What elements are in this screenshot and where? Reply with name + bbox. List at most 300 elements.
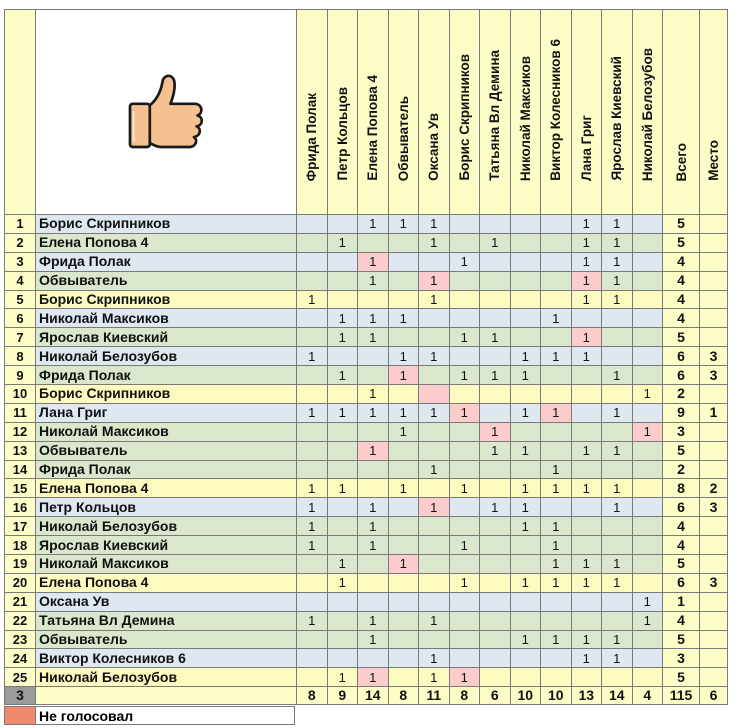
- vote-cell: 1: [510, 441, 541, 460]
- vote-cell: 1: [571, 441, 602, 460]
- row-place: 1: [700, 403, 728, 422]
- vote-cell: 1: [358, 328, 389, 347]
- table-row: [5, 385, 728, 404]
- vote-cell: [327, 517, 358, 536]
- vote-cell: 1: [358, 668, 389, 687]
- vote-cell: [571, 536, 602, 555]
- vote-cell: [449, 233, 480, 252]
- voter-name: Николай Максиков: [517, 55, 533, 181]
- vote-cell: [388, 649, 419, 668]
- table-row: [5, 479, 728, 498]
- vote-cell: 1: [388, 555, 419, 574]
- vote-cell: [541, 611, 572, 630]
- vote-cell: 1: [358, 536, 389, 555]
- author-name: Обвыватель: [36, 271, 297, 290]
- vote-cell: [602, 460, 633, 479]
- vote-cell: [541, 422, 572, 441]
- vote-cell: 1: [480, 441, 511, 460]
- vote-cell: 1: [297, 611, 328, 630]
- row-number: 10: [5, 385, 36, 404]
- row-total: 5: [663, 441, 700, 460]
- vote-cell: 1: [480, 366, 511, 385]
- vote-cell: 1: [602, 630, 633, 649]
- vote-cell: [480, 573, 511, 592]
- vote-cell: [480, 271, 511, 290]
- vote-cell: 1: [541, 460, 572, 479]
- vote-cell: [358, 460, 389, 479]
- vote-cell: 1: [327, 366, 358, 385]
- vote-cell: [480, 592, 511, 611]
- author-name: Николай Белозубов: [36, 347, 297, 366]
- vote-cell: [297, 649, 328, 668]
- voter-name: Фрида Полак: [304, 92, 320, 181]
- vote-cell: 1: [510, 366, 541, 385]
- vote-cell: [449, 309, 480, 328]
- row-total: 9: [663, 403, 700, 422]
- vote-cell: 1: [541, 309, 572, 328]
- vote-cell: [419, 479, 450, 498]
- vote-cell: 1: [571, 271, 602, 290]
- vote-cell: 1: [419, 403, 450, 422]
- vote-cell: [358, 422, 389, 441]
- row-place: [700, 592, 728, 611]
- vote-cell: 1: [358, 611, 389, 630]
- vote-cell: [449, 630, 480, 649]
- vote-cell: [449, 498, 480, 517]
- row-total: 4: [663, 309, 700, 328]
- vote-cell: [632, 347, 663, 366]
- vote-cell: [541, 592, 572, 611]
- thumbs-up-cell: [36, 10, 297, 215]
- author-name: Ярослав Киевский: [36, 536, 297, 555]
- vote-cell: [449, 649, 480, 668]
- vote-cell: [602, 422, 633, 441]
- voter-header: [327, 10, 358, 215]
- vote-cell: [510, 309, 541, 328]
- vote-cell: [571, 611, 602, 630]
- row-place: [700, 309, 728, 328]
- row-number: 11: [5, 403, 36, 422]
- vote-cell: [510, 422, 541, 441]
- vote-cell: 1: [388, 366, 419, 385]
- vote-cell: [510, 460, 541, 479]
- vote-cell: [419, 252, 450, 271]
- row-place: [700, 630, 728, 649]
- vote-cell: [541, 498, 572, 517]
- vote-cell: [571, 403, 602, 422]
- vote-cell: [297, 271, 328, 290]
- vote-cell: [541, 328, 572, 347]
- table-row: [5, 403, 728, 422]
- vote-cell: [541, 233, 572, 252]
- vote-cell: [297, 555, 328, 574]
- vote-cell: [388, 573, 419, 592]
- vote-cell: 1: [388, 403, 419, 422]
- vote-cell: 1: [327, 668, 358, 687]
- vote-cell: [388, 252, 419, 271]
- vote-cell: [571, 498, 602, 517]
- vote-cell: 1: [419, 215, 450, 234]
- vote-cell: [632, 403, 663, 422]
- vote-cell: 1: [327, 309, 358, 328]
- row-total: 2: [663, 385, 700, 404]
- row-total: 5: [663, 215, 700, 234]
- vote-cell: [571, 422, 602, 441]
- vote-cell: [510, 328, 541, 347]
- column-total: 8: [449, 687, 480, 705]
- vote-cell: [388, 441, 419, 460]
- vote-cell: 1: [388, 347, 419, 366]
- table-row: [5, 592, 728, 611]
- vote-cell: [388, 536, 419, 555]
- row-number: 8: [5, 347, 36, 366]
- vote-cell: [632, 328, 663, 347]
- vote-cell: [480, 347, 511, 366]
- vote-cell: [449, 422, 480, 441]
- vote-cell: [419, 517, 450, 536]
- vote-cell: [297, 309, 328, 328]
- vote-cell: [449, 215, 480, 234]
- vote-cell: 1: [449, 366, 480, 385]
- vote-cell: 1: [602, 403, 633, 422]
- row-place: 3: [700, 347, 728, 366]
- vote-cell: 1: [327, 403, 358, 422]
- vote-cell: [632, 649, 663, 668]
- author-name: Николай Максиков: [36, 422, 297, 441]
- vote-cell: [541, 668, 572, 687]
- vote-cell: [632, 271, 663, 290]
- vote-cell: [510, 555, 541, 574]
- vote-cell: [571, 592, 602, 611]
- voter-name: Николай Белозубов: [639, 47, 655, 181]
- vote-cell: [327, 630, 358, 649]
- vote-cell: 1: [449, 573, 480, 592]
- row-total: 4: [663, 536, 700, 555]
- column-total: 9: [327, 687, 358, 705]
- row-total: 4: [663, 611, 700, 630]
- vote-cell: [419, 309, 450, 328]
- row-total: 5: [663, 233, 700, 252]
- voter-header: [510, 10, 541, 215]
- row-place: [700, 668, 728, 687]
- vote-cell: 1: [480, 498, 511, 517]
- table-row: [5, 252, 728, 271]
- vote-cell: [632, 309, 663, 328]
- vote-cell: [358, 366, 389, 385]
- vote-cell: [388, 592, 419, 611]
- author-name: Петр Кольцов: [36, 498, 297, 517]
- vote-cell: 1: [541, 630, 572, 649]
- vote-cell: 1: [602, 649, 633, 668]
- corner-cell: [5, 10, 36, 215]
- vote-cell: [297, 366, 328, 385]
- vote-cell: 1: [358, 498, 389, 517]
- vote-cell: 1: [632, 592, 663, 611]
- vote-cell: [327, 441, 358, 460]
- voter-name: Петр Кольцов: [334, 87, 350, 181]
- author-name: Борис Скрипников: [36, 385, 297, 404]
- voter-header: [419, 10, 450, 215]
- vote-cell: [632, 630, 663, 649]
- row-total: 5: [663, 668, 700, 687]
- author-name: Обвыватель: [36, 441, 297, 460]
- vote-cell: 1: [419, 649, 450, 668]
- vote-cell: [388, 460, 419, 479]
- vote-cell: 1: [449, 252, 480, 271]
- vote-cell: [297, 573, 328, 592]
- row-place: [700, 271, 728, 290]
- vote-cell: [602, 592, 633, 611]
- vote-cell: [632, 215, 663, 234]
- vote-cell: [510, 592, 541, 611]
- voter-name: Елена Попова 4: [365, 75, 381, 181]
- row-number: 23: [5, 630, 36, 649]
- row-number: 25: [5, 668, 36, 687]
- vote-cell: [480, 215, 511, 234]
- table-row: [5, 366, 728, 385]
- vote-cell: 1: [541, 517, 572, 536]
- row-total: 1: [663, 592, 700, 611]
- vote-cell: 1: [602, 555, 633, 574]
- vote-cell: [327, 611, 358, 630]
- column-total: 6: [480, 687, 511, 705]
- vote-cell: [449, 517, 480, 536]
- vote-cell: 1: [327, 479, 358, 498]
- vote-cell: 1: [602, 215, 633, 234]
- voter-header: [632, 10, 663, 215]
- column-total: 13: [571, 687, 602, 705]
- column-total: 10: [510, 687, 541, 705]
- legend-swatch: [5, 707, 36, 725]
- row-place: 3: [700, 498, 728, 517]
- vote-cell: [602, 328, 633, 347]
- vote-cell: [388, 668, 419, 687]
- vote-cell: [388, 630, 419, 649]
- voter-name: Обвыватель: [395, 95, 411, 181]
- vote-cell: 1: [571, 347, 602, 366]
- row-place: [700, 233, 728, 252]
- voter-header: [480, 10, 511, 215]
- vote-cell: 1: [327, 555, 358, 574]
- voter-header: [297, 10, 328, 215]
- summary-blank: [36, 687, 297, 705]
- row-place: [700, 611, 728, 630]
- vote-cell: [449, 385, 480, 404]
- vote-cell: 1: [571, 573, 602, 592]
- vote-cell: 1: [297, 498, 328, 517]
- row-number: 5: [5, 290, 36, 309]
- voter-header: [358, 10, 389, 215]
- row-place: [700, 328, 728, 347]
- vote-cell: [480, 555, 511, 574]
- vote-cell: [449, 460, 480, 479]
- vote-cell: 1: [419, 347, 450, 366]
- vote-cell: 1: [571, 630, 602, 649]
- vote-cell: 1: [602, 573, 633, 592]
- summary-count: 3: [5, 687, 36, 705]
- vote-cell: [602, 347, 633, 366]
- vote-cell: [632, 366, 663, 385]
- vote-cell: [510, 385, 541, 404]
- row-total: 2: [663, 460, 700, 479]
- vote-cell: [541, 271, 572, 290]
- row-number: 22: [5, 611, 36, 630]
- row-number: 9: [5, 366, 36, 385]
- vote-cell: [480, 649, 511, 668]
- vote-cell: 1: [358, 403, 389, 422]
- row-total: 5: [663, 328, 700, 347]
- vote-cell: 1: [510, 630, 541, 649]
- vote-cell: 1: [602, 252, 633, 271]
- vote-cell: 1: [358, 441, 389, 460]
- vote-cell: [480, 479, 511, 498]
- vote-cell: 1: [419, 233, 450, 252]
- vote-cell: [388, 498, 419, 517]
- author-name: Ярослав Киевский: [36, 328, 297, 347]
- vote-cell: 1: [358, 517, 389, 536]
- vote-cell: [541, 252, 572, 271]
- author-name: Елена Попова 4: [36, 573, 297, 592]
- place-header: [700, 10, 728, 215]
- row-total: 4: [663, 290, 700, 309]
- table-row: [5, 347, 728, 366]
- voter-header: [388, 10, 419, 215]
- vote-cell: [480, 517, 511, 536]
- vote-cell: [541, 441, 572, 460]
- summary-row: [5, 687, 728, 705]
- vote-cell: 1: [602, 441, 633, 460]
- vote-cell: 1: [297, 479, 328, 498]
- vote-cell: 1: [541, 536, 572, 555]
- row-number: 1: [5, 215, 36, 234]
- table-row: [5, 422, 728, 441]
- vote-cell: [358, 555, 389, 574]
- vote-cell: [602, 668, 633, 687]
- author-name: Борис Скрипников: [36, 290, 297, 309]
- vote-cell: 1: [602, 366, 633, 385]
- table-row: [5, 215, 728, 234]
- vote-cell: [632, 668, 663, 687]
- vote-cell: 1: [510, 517, 541, 536]
- vote-cell: [632, 252, 663, 271]
- places-count: 6: [700, 687, 728, 705]
- vote-cell: 1: [571, 233, 602, 252]
- vote-cell: [327, 252, 358, 271]
- vote-cell: 1: [602, 479, 633, 498]
- legend: [4, 706, 295, 725]
- voter-header: [571, 10, 602, 215]
- column-total: 8: [388, 687, 419, 705]
- vote-cell: 1: [419, 290, 450, 309]
- vote-cell: [632, 573, 663, 592]
- vote-cell: [327, 290, 358, 309]
- vote-cell: [358, 233, 389, 252]
- vote-cell: [571, 385, 602, 404]
- vote-cell: [480, 668, 511, 687]
- vote-cell: 1: [510, 479, 541, 498]
- row-place: [700, 385, 728, 404]
- vote-cell: [510, 536, 541, 555]
- vote-cell: [571, 309, 602, 328]
- row-number: 17: [5, 517, 36, 536]
- voting-table: [4, 9, 728, 705]
- row-number: 13: [5, 441, 36, 460]
- vote-cell: [419, 573, 450, 592]
- vote-cell: 1: [327, 328, 358, 347]
- row-place: [700, 517, 728, 536]
- vote-cell: [541, 649, 572, 668]
- vote-cell: 1: [327, 573, 358, 592]
- column-total: 10: [541, 687, 572, 705]
- vote-cell: [327, 536, 358, 555]
- vote-cell: [388, 385, 419, 404]
- vote-cell: [419, 422, 450, 441]
- row-total: 4: [663, 271, 700, 290]
- column-total: 14: [358, 687, 389, 705]
- vote-cell: [388, 271, 419, 290]
- vote-cell: 1: [419, 271, 450, 290]
- legend-label: Не голосовал: [36, 707, 295, 725]
- vote-cell: [480, 385, 511, 404]
- vote-cell: [632, 536, 663, 555]
- vote-cell: 1: [510, 347, 541, 366]
- vote-cell: [632, 517, 663, 536]
- table-row: [5, 668, 728, 687]
- vote-cell: [449, 555, 480, 574]
- table-row: [5, 517, 728, 536]
- table-row: [5, 649, 728, 668]
- vote-cell: [449, 290, 480, 309]
- vote-cell: [297, 668, 328, 687]
- total-header: [663, 10, 700, 215]
- vote-cell: [602, 385, 633, 404]
- vote-cell: 1: [480, 328, 511, 347]
- vote-cell: [297, 233, 328, 252]
- row-total: 5: [663, 555, 700, 574]
- vote-cell: [571, 668, 602, 687]
- vote-cell: 1: [541, 555, 572, 574]
- vote-cell: 1: [358, 630, 389, 649]
- vote-cell: [602, 611, 633, 630]
- vote-cell: 1: [358, 252, 389, 271]
- row-number: 20: [5, 573, 36, 592]
- vote-cell: [419, 630, 450, 649]
- vote-cell: 1: [297, 517, 328, 536]
- voter-name: Борис Скрипников: [456, 54, 472, 181]
- vote-cell: [297, 328, 328, 347]
- author-name: Николай Белозубов: [36, 668, 297, 687]
- vote-cell: 1: [358, 271, 389, 290]
- vote-cell: [327, 498, 358, 517]
- vote-cell: 1: [388, 479, 419, 498]
- vote-cell: 1: [571, 479, 602, 498]
- row-total: 5: [663, 630, 700, 649]
- row-place: [700, 422, 728, 441]
- row-place: 3: [700, 366, 728, 385]
- vote-cell: [297, 215, 328, 234]
- table-row: [5, 536, 728, 555]
- vote-cell: [358, 479, 389, 498]
- vote-cell: 1: [571, 555, 602, 574]
- row-number: 3: [5, 252, 36, 271]
- vote-cell: [541, 385, 572, 404]
- vote-cell: 1: [327, 233, 358, 252]
- row-total: 8: [663, 479, 700, 498]
- row-number: 16: [5, 498, 36, 517]
- vote-cell: 1: [449, 668, 480, 687]
- vote-cell: [297, 385, 328, 404]
- row-number: 14: [5, 460, 36, 479]
